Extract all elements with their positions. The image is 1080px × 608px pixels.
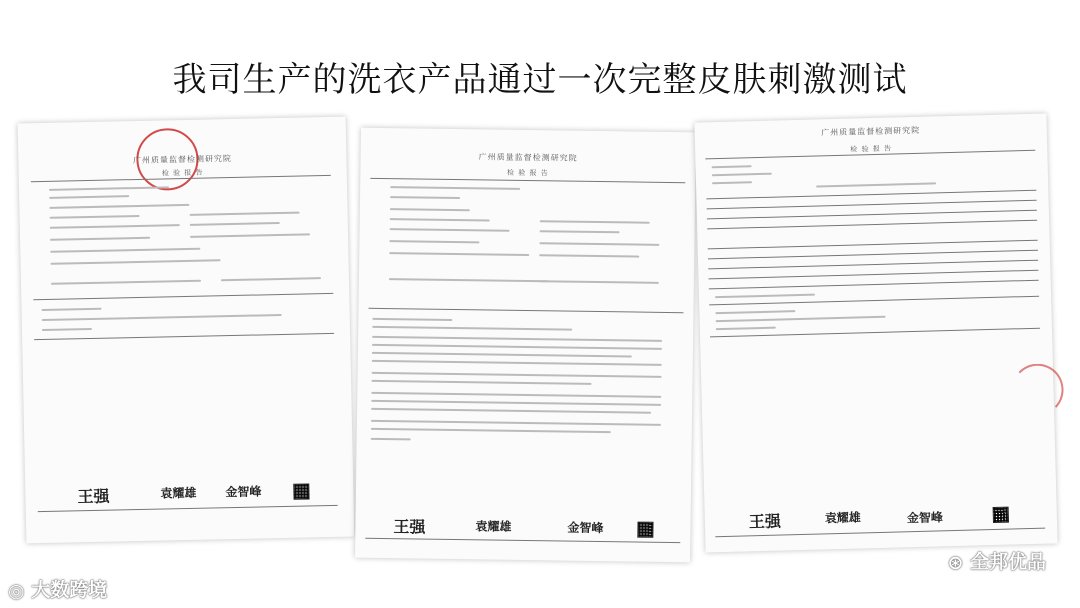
page-title: 我司生产的洗衣产品通过一次完整皮肤刺激测试 [172, 60, 908, 100]
signature-1: 王强 [77, 486, 110, 507]
institute-name: 广州质量监督检测研究院 [821, 125, 921, 138]
watermark-left [8, 575, 107, 602]
signature-3: 金智峰 [906, 510, 944, 526]
watermark-right [947, 547, 1046, 574]
signature-3: 金智峰 [567, 520, 604, 536]
signature-3: 金智峰 [225, 484, 262, 500]
wechat-icon: ⊛ [947, 551, 964, 574]
signature-2: 袁耀雄 [160, 485, 197, 501]
logo-icon: ◎ [8, 579, 25, 602]
signature-2: 袁耀雄 [824, 510, 862, 526]
report-document-right [694, 113, 1057, 552]
watermark-right-text: 全邦优品 [969, 551, 1046, 573]
signature-1: 王强 [393, 517, 426, 537]
report-document-middle [355, 128, 696, 563]
report-document-left [18, 117, 355, 544]
report-heading: 检 验 报 告 [507, 168, 549, 178]
qr-code-icon [293, 483, 309, 499]
qr-code-icon [637, 522, 653, 538]
institute-name: 广州质量监督检测研究院 [478, 152, 578, 163]
signature-2: 袁耀雄 [475, 519, 512, 534]
watermark-left-text: 大数跨境 [31, 579, 108, 601]
report-heading: 检 验 报 告 [850, 144, 893, 154]
institute-name: 广州质量监督检测研究院 [132, 154, 233, 166]
signature-1: 王强 [748, 511, 782, 532]
qr-code-icon [993, 507, 1009, 523]
official-red-stamp [1011, 363, 1064, 416]
report-heading: 检 验 报 告 [161, 168, 204, 178]
